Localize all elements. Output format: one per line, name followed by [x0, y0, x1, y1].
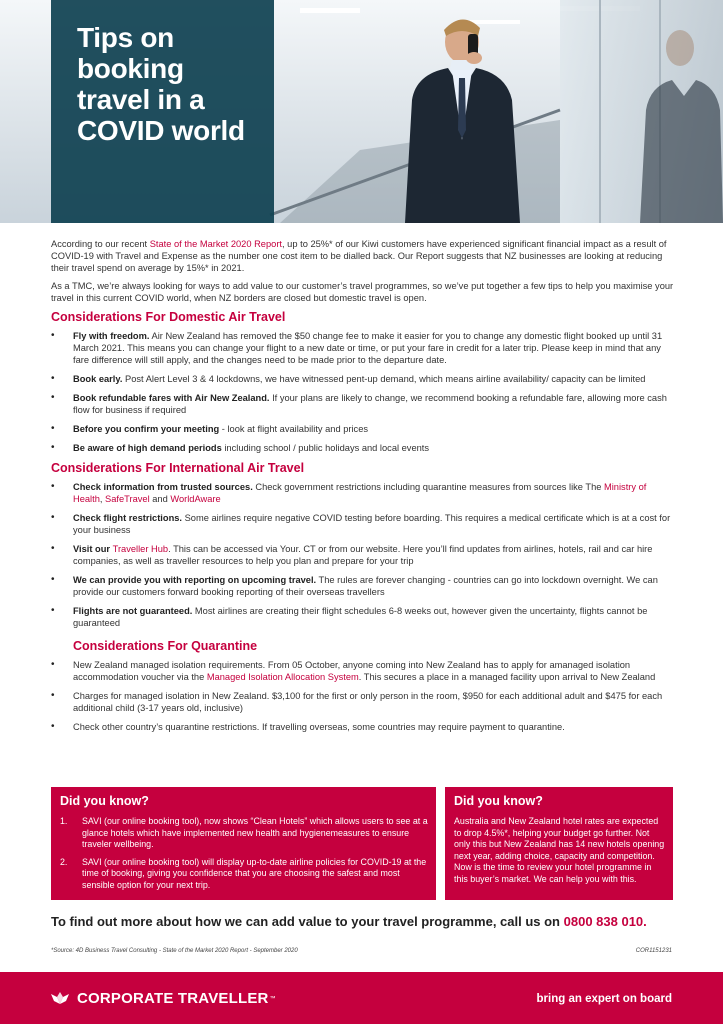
item-text: Post Alert Level 3 & 4 lockdowns, we have witnessed pent-up demand, which means airline availability/ capacity can be limited: [122, 374, 646, 384]
traveller-hub-link[interactable]: Traveller Hub: [112, 544, 169, 554]
quarantine-heading: Considerations For Quarantine: [73, 639, 258, 653]
item-bold: Before you confirm your meeting: [73, 424, 220, 434]
intro-paragraph-1: [51, 238, 675, 274]
did-you-know-heading: Did you know?: [454, 794, 543, 808]
intro-paragraph-2: As a TMC, we’re always looking for ways to add value to our customer’s travel programmes, so we’ve put together a few tips to help you maximise your travel in this current COVID world, when NZ borders are closed but domestic travel is open.: [51, 281, 674, 303]
separator: ,: [99, 494, 106, 504]
item-text: - look at flight availability and prices: [219, 424, 369, 434]
list-item: [51, 481, 675, 505]
item-text: New Zealand managed isolation requirements. From 05 October, anyone coming into New Zealand has to apply for amanaged isolation accommodation voucher via the: [73, 660, 631, 682]
international-heading: Considerations For International Air Travel: [51, 461, 305, 475]
main-content: [51, 238, 675, 740]
item-bold: Visit our: [73, 544, 113, 554]
list-item: [51, 442, 675, 454]
item-text: . This secures a place in a managed facility upon arrival to New Zealand: [358, 672, 656, 682]
safetravel-link[interactable]: SafeTravel: [105, 494, 150, 504]
hero-title-panel: [51, 0, 274, 223]
list-item: • Check other country’s quarantine restrictions. If travelling overseas, some countries may require payment to quarantine.: [51, 721, 675, 733]
list-item: [51, 423, 675, 435]
list-item: [60, 857, 428, 892]
intro-text-cont: , up to 25%* of our Kiwi customers have experienced significant financial impact as a result of COVID-19 with Travel and Expense as the number one cost item to be dialled back. Our Report suggests that NZ businesses are looking at reducing their travel spend on average by 15%* in 2021.: [51, 239, 667, 273]
intro-text: According to our recent: [51, 239, 150, 249]
did-you-know-heading: Did you know?: [60, 794, 149, 808]
phone-number-link[interactable]: 0800 838 010.: [563, 914, 647, 929]
trademark: ™: [269, 995, 276, 1002]
list-item: • Charges for managed isolation in New Zealand. $3,100 for the first or only person in the room, $950 for each additional adult and $475 for each additional child (3-17 years old, inclusive): [51, 690, 675, 714]
footer-bar: [0, 972, 723, 1024]
tagline: bring an expert on board: [536, 993, 672, 1005]
item-text: including school / public holidays and local events: [221, 443, 430, 453]
item-text: Some airlines require negative COVID testing before boarding. This requires a medical certificate which is at a cost for your business: [73, 513, 671, 535]
item-text: . This can be accessed via Your. CT or from our website. Here you’ll find updates from airlines, hotels, rail and car hire companies, as well as traveller resources to help you plan and prepare for your trip: [73, 544, 653, 566]
item-number: 1.: [60, 816, 68, 826]
list-item: [51, 373, 675, 385]
brand-name: CORPORATE TRAVELLER: [77, 990, 269, 1007]
item-number: 2.: [60, 856, 68, 867]
item-text: Most airlines are creating their flight schedules 6-8 weeks out, however given the uncertainty, flights cannot be guaranteed: [73, 606, 648, 628]
reference-code: COR1151231: [635, 948, 672, 954]
did-you-know-box-right: [445, 787, 673, 900]
item-bold: Flights are not guaranteed.: [73, 606, 193, 616]
ministry-of-health-link[interactable]: Ministry of Health: [73, 482, 647, 504]
worldaware-link[interactable]: WorldAware: [170, 494, 221, 504]
item-text: SAVI (our online booking tool) will display up-to-date airline policies for COVID-19 at the time of booking, giving you confidence that you are choosing the safest and most sensible option for your next trip.: [82, 856, 427, 890]
item-text: If your plans are likely to change, we recommend booking a refundable fare, allowing more cash flow for business if required: [73, 393, 667, 415]
brand-logo[interactable]: [51, 990, 276, 1007]
list-item: [51, 392, 675, 416]
list-item: [51, 330, 675, 366]
cta-text: To find out more about how we can add value to your travel programme, call us on: [51, 914, 564, 929]
item-bold: We can provide you with reporting on upcoming travel.: [73, 575, 317, 585]
list-item: [51, 659, 675, 683]
item-bold: Book refundable fares with Air New Zealand.: [73, 393, 270, 403]
page-title: Tips on booking travel in a COVID world: [77, 22, 245, 146]
source-note: *Source: 4D Business Travel Consulting - State of the Market 2020 Report - September 2020: [51, 948, 298, 954]
item-bold: Check flight restrictions.: [73, 513, 183, 523]
quarantine-list: [51, 659, 675, 733]
item-bold: Be aware of high demand periods: [73, 443, 222, 453]
managed-isolation-system-link[interactable]: Managed Isolation Allocation System: [206, 672, 359, 682]
item-text: The rules are forever changing - countries can go into lockdown overnight. We can provide our customers forward booking reporting of their overseas travellers: [73, 575, 658, 597]
state-of-market-report-link[interactable]: State of the Market 2020 Report: [149, 239, 283, 249]
list-item: [51, 543, 675, 567]
list-item: [60, 816, 428, 851]
item-text: Check government restrictions including quarantine measures from sources like The: [252, 482, 604, 492]
separator: and: [149, 494, 171, 504]
corporate-traveller-logo-icon: [51, 991, 69, 1007]
item-text: Air New Zealand has removed the $50 change fee to make it easier for you to change any domestic flight booked up until 31 March 2021. This means you can change your flight to a new date or time, or put your fare in credit for a later trip. Please keep in mind that any fare difference will still apply, and the changes need to be made prior to the departure date.: [73, 331, 663, 365]
call-to-action: [51, 914, 691, 929]
international-list: [51, 481, 675, 629]
item-bold: Fly with freedom.: [73, 331, 150, 341]
domestic-heading: Considerations For Domestic Air Travel: [51, 310, 286, 324]
domestic-list: [51, 330, 675, 454]
item-bold: Check information from trusted sources.: [73, 482, 253, 492]
list-item: [51, 574, 675, 598]
item-text: SAVI (our online booking tool), now shows “Clean Hotels” which allows users to see at a glance hotels which have implemented new health and hygienemeasures to ensure traveler wellbeing.: [82, 816, 428, 849]
list-item: [51, 605, 675, 629]
item-bold: Book early.: [73, 374, 123, 384]
did-you-know-text: Australia and New Zealand hotel rates are expected to drop 4.5%*, helping your budget go further. Not only this but New Zealand has 14 new hotels opening next year, adding choice, capacity and competition. Now is the time to review your hotel programme in this buyer’s market. We can help you with this.: [454, 816, 665, 884]
list-item: [51, 512, 675, 536]
hero-banner: [0, 0, 723, 223]
did-you-know-list: [60, 816, 428, 891]
did-you-know-box-left: [51, 787, 436, 900]
